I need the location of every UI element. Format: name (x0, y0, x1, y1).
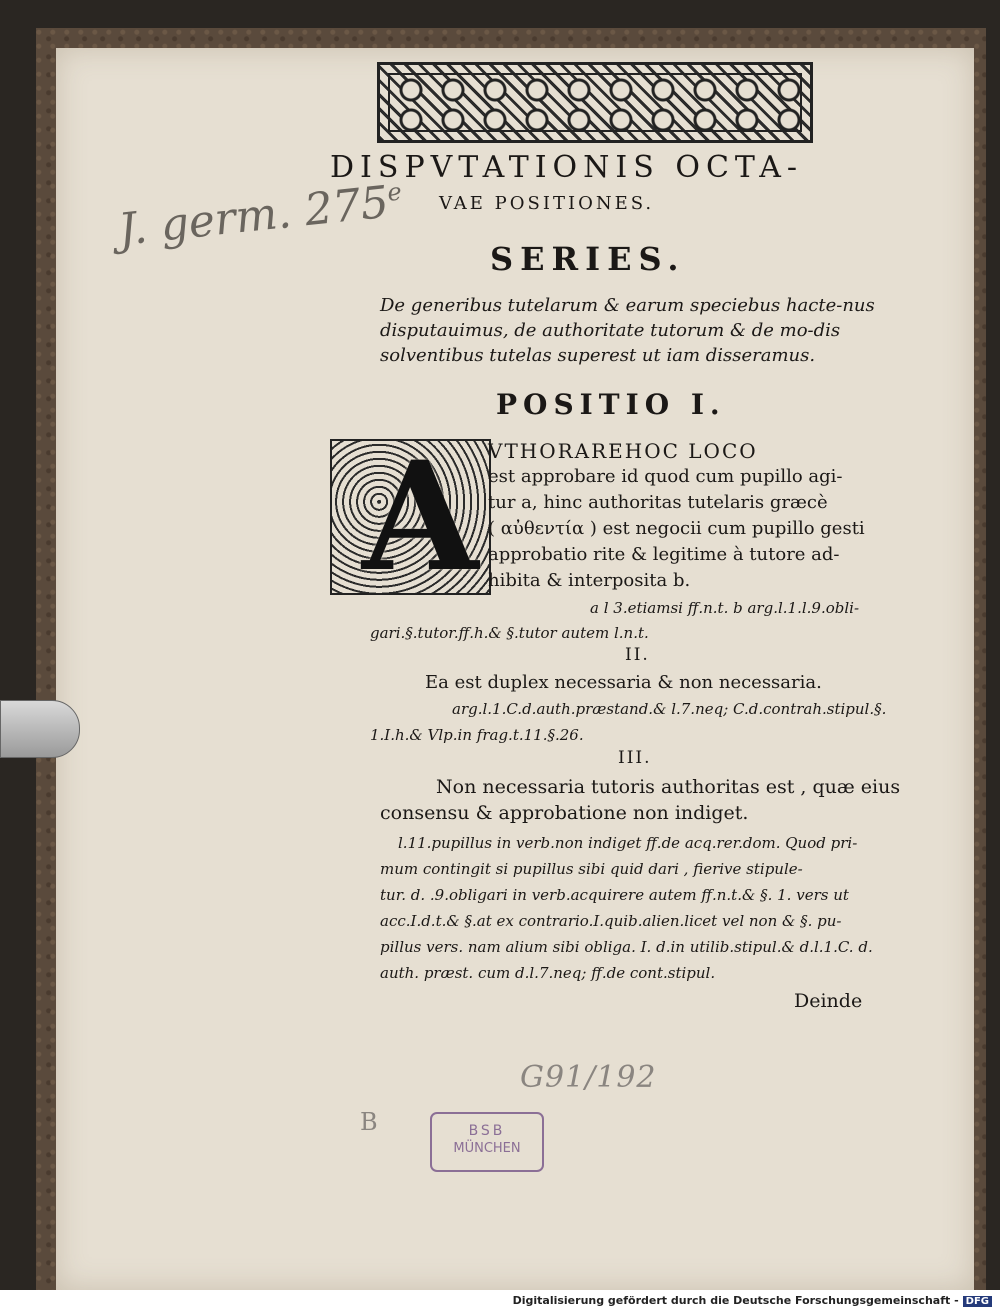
footer-credit: Digitalisierung gefördert durch die Deutsche Forschungsgemeinschaft - DFG (513, 1294, 992, 1307)
footnote-line: mum contingit si pupillus sibi quid dari , fierive stipule- (380, 860, 803, 878)
footnote-line: acc.I.d.t.& §.at ex contrario.I.quib.alien.licet vel non & §. pu- (380, 912, 842, 930)
ornament-headpiece (377, 62, 813, 143)
footnote-line: auth. præst. cum d.l.7.neq; ff.de cont.stipul. (380, 964, 716, 982)
title-line-1: DISPVTATIONIS OCTA- (330, 150, 804, 185)
intro-paragraph: De generibus tutelarum & earum speciebus hacte-nus disputauimus, de authoritate tutorum & de mo-dis solventibus tutelas superest ut iam disseramus. (380, 295, 875, 366)
footnote-line: pillus vers. nam alium sibi obliga. I. d.in utilib.stipul.& d.l.1.C. d. (380, 938, 873, 956)
pencil-letter: B (360, 1108, 378, 1136)
footnote-line: gari.§.tutor.ff.h.& §.tutor autem l.n.t. (370, 624, 649, 642)
footnote-line: tur. d. .9.obligari in verb.acquirere autem ff.n.t.& §. 1. vers ut (380, 886, 849, 904)
positio-2-text: Ea est duplex necessaria & non necessaria. (425, 672, 822, 693)
library-stamp: BSB MÜNCHEN (430, 1112, 544, 1172)
series-heading: SERIES. (490, 240, 686, 278)
positio-heading: POSITIO I. (496, 388, 726, 421)
positio-3-line: Non necessaria tutoris authoritas est , quæ eius (436, 776, 901, 798)
dfg-logo: DFG (963, 1296, 992, 1307)
numeral-III: III. (618, 748, 652, 768)
decorated-initial: A (330, 439, 491, 595)
catchword: Deinde (794, 990, 863, 1012)
footnote-line: l.11.pupillus in verb.non indiget ff.de acq.rer.dom. Quod pri- (398, 834, 858, 852)
footnote-line: arg.l.1.C.d.auth.præstand.& l.7.neq; C.d.contrah.stipul.§. (452, 700, 887, 718)
positio-1-text: VTHORAREHOC LOCO est approbare id quod cum pupillo agi- tur a, hinc authoritas tutelaris græcè ( αὐθεντία ) est negocii cum pupillo gesti approbatio rite & legitime à tutore ad- hibita & interposita b. (488, 439, 865, 591)
numeral-II: II. (625, 645, 650, 665)
title-line-2: VAE POSITIONES. (439, 193, 655, 214)
pencil-number: G91/192 (520, 1060, 657, 1095)
page-clip (0, 700, 80, 758)
footnote-line: a l 3.etiamsi ff.n.t. b arg.l.1.l.9.obli- (590, 599, 860, 617)
positio-3-line: consensu & approbatione non indiget. (380, 802, 749, 824)
footnote-line: 1.I.h.& Vlp.in frag.t.11.§.26. (370, 726, 584, 744)
handwritten-shelfmark: J. germ. 275e (116, 176, 404, 256)
